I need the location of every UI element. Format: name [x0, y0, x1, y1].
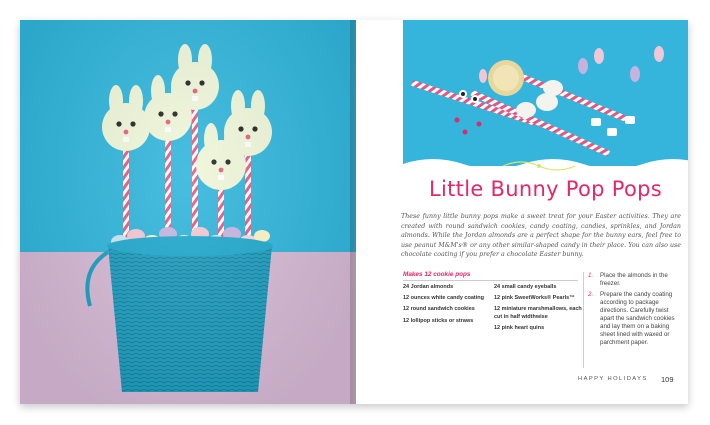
yield-heading: Makes 12 cookie pops [403, 271, 471, 278]
ingredients-column-1 [403, 284, 491, 329]
recipe-page [356, 20, 688, 404]
book-spread [20, 20, 688, 404]
ingredients-rule [403, 280, 578, 281]
page-number: 109 [661, 375, 674, 384]
ingredient-item: 12 pink SweetWorks® Pearls™ [494, 295, 575, 302]
recipe-title: Little Bunny Pop Pops [429, 177, 662, 201]
ingredients-column-2 [494, 284, 582, 336]
step-number: 2. [588, 291, 594, 298]
wave-divider [403, 154, 688, 174]
ingredient-item: 24 small candy eyeballs [494, 284, 557, 290]
ingredients-illustration [403, 20, 688, 166]
ingredients-photo [403, 20, 688, 166]
column-divider [583, 272, 584, 368]
recipe-intro: These funny little bunny pops make a sweet treat for your Easter activities. They are created with round sandwich cookies, candy coating, candies, sprinkles, and Jordan almonds. While the Jordan almonds are a perfect shape for the bunny ears, feel free to use peanut M&M's® or any other similar-shaped candy in their place. You can also use chocolate coating if you prefer a chocolate Easter bunny. [401, 213, 681, 259]
step-item [588, 291, 680, 347]
ingredient-item: 12 round sandwich cookies [403, 306, 475, 313]
step-text: Place the almonds in the freezer. [600, 272, 668, 287]
bunny-pops-photo [20, 20, 356, 404]
ingredient-item: 12 pink heart quins [494, 324, 545, 331]
recipe-steps [588, 272, 680, 350]
ingredient-item: 12 lollipop sticks or straws [403, 317, 474, 324]
ingredient-item: 12 ounces white candy coating [403, 295, 484, 302]
step-item [588, 272, 680, 288]
ingredient-item: 12 miniature marshmallows, each cut in half widthwise [494, 306, 582, 320]
photo-shading [20, 20, 356, 404]
ingredient-item: 24 Jordan almonds [403, 284, 454, 290]
step-number: 1. [588, 272, 594, 279]
step-text: Prepare the candy coating according to package directions. Carefully twist apart the sandwich cookies and lay them on a baking sheet lined with waxed or parchment paper. [600, 291, 675, 346]
running-footer: HAPPY HOLIDAYS [578, 376, 648, 382]
